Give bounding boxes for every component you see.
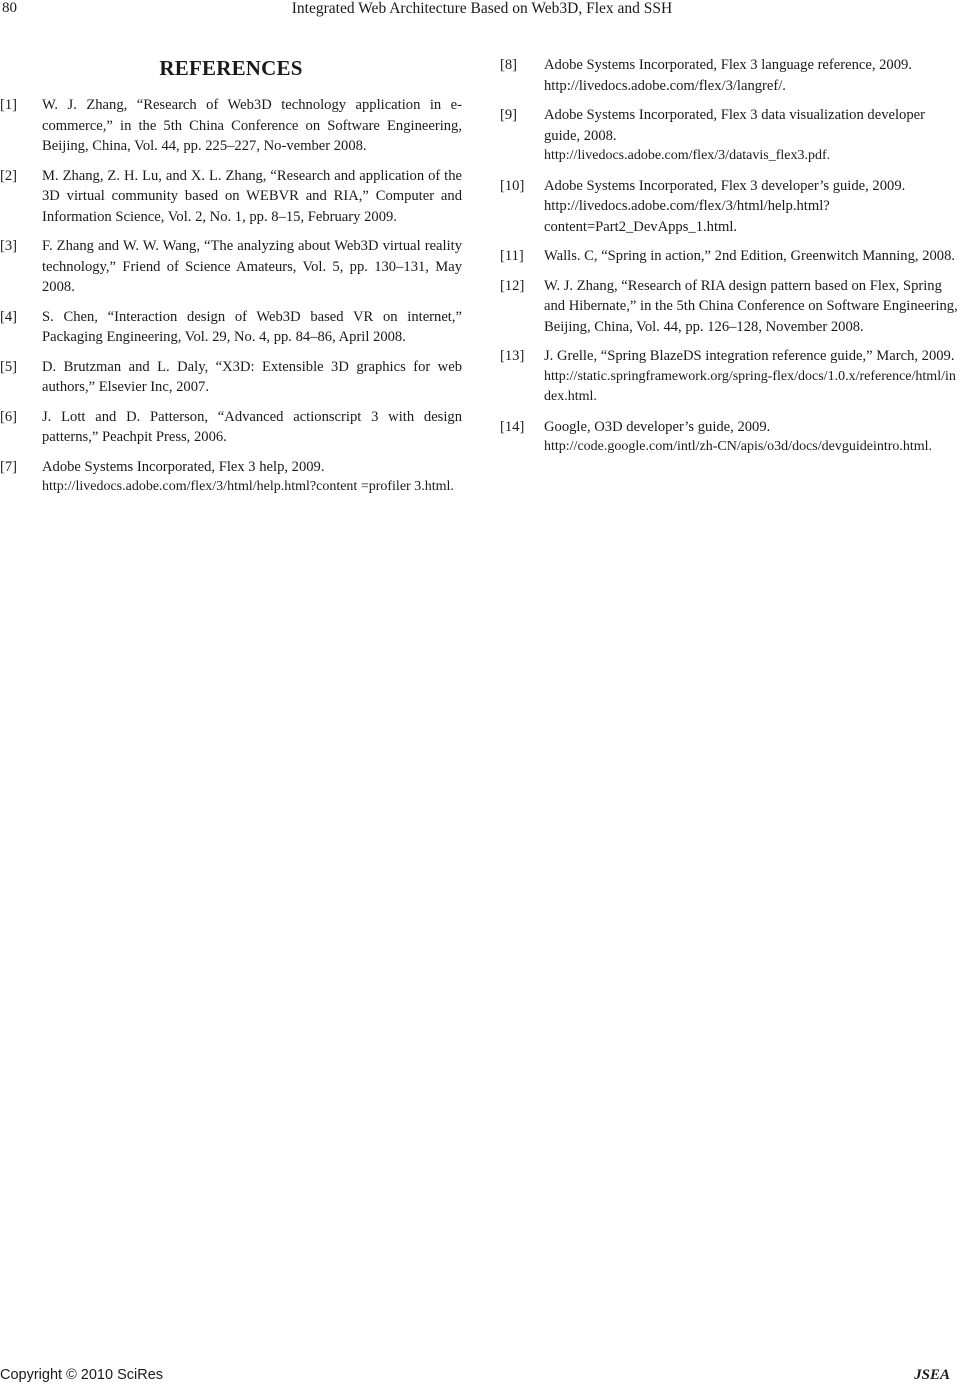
reference-13 bbox=[500, 346, 960, 408]
reference-number: [9] bbox=[500, 107, 518, 123]
reference-text: M. Zhang, Z. H. Lu, and X. L. Zhang, “Research and application of the 3D virtual community based on WEBVR and RIA,” Computer and Information Science, Vol. 2, No. 1, pp. 8–15, February 2009. bbox=[42, 167, 462, 225]
reference-text: W. J. Zhang, “Research of RIA design pattern based on Flex, Spring and Hibernate,” in the 5th China Conference on Software Engineering, Beijing, China, Vol. 44, pp. 126–128, November 2008. bbox=[544, 277, 958, 335]
reference-8 bbox=[500, 55, 960, 96]
page-number: 80 bbox=[2, 0, 17, 16]
reference-number: [12] bbox=[500, 277, 525, 294]
reference-14 bbox=[500, 417, 960, 458]
reference-url[interactable]: http://static.springframework.org/spring-flex/docs/1.0.x/reference/html/index.html. bbox=[544, 368, 956, 404]
reference-6 bbox=[0, 407, 462, 448]
reference-body: Adobe Systems Incorporated, Flex 3 data visualization developer guide, 2008. bbox=[544, 107, 925, 144]
reference-url[interactable]: http://code.google.com/intl/zh-CN/apis/o3d/docs/devguideintro.html. bbox=[544, 439, 933, 454]
reference-text bbox=[544, 417, 960, 458]
reference-number: [3] bbox=[0, 238, 18, 254]
reference-text: J. Lott and D. Patterson, “Advanced actionscript 3 with design patterns,” Peachpit Press, 2006. bbox=[42, 408, 462, 445]
reference-number: [8] bbox=[500, 57, 518, 73]
reference-3 bbox=[0, 236, 462, 298]
reference-number: [13] bbox=[500, 348, 525, 364]
reference-text bbox=[544, 105, 960, 167]
reference-11 bbox=[500, 246, 960, 267]
reference-number: [6] bbox=[0, 408, 18, 425]
copyright-notice: Copyright © 2010 SciRes bbox=[0, 1367, 164, 1383]
reference-number: [7] bbox=[0, 458, 18, 475]
reference-body: Adobe Systems Incorporated, Flex 3 help, 2009. bbox=[42, 458, 325, 475]
reference-text: F. Zhang and W. W. Wang, “The analyzing about Web3D virtual reality technology,” Friend of Science Amateurs, Vol. 5, pp. 130–131, May 2008. bbox=[42, 238, 462, 295]
reference-text: W. J. Zhang, “Research of Web3D technology application in e-commerce,” in the 5th China Conference on Software Engineering, Beijing, China, Vol. 44, pp. 225–227, No-vember 2008. bbox=[42, 97, 462, 154]
reference-number: [1] bbox=[0, 97, 18, 113]
right-column bbox=[500, 55, 960, 467]
reference-9 bbox=[500, 105, 960, 167]
reference-1 bbox=[0, 95, 462, 157]
reference-12 bbox=[500, 276, 960, 338]
reference-number: [11] bbox=[500, 248, 524, 264]
reference-4 bbox=[0, 307, 462, 348]
reference-body: J. Grelle, “Spring BlazeDS integration reference guide,” March, 2009. bbox=[544, 348, 955, 364]
reference-url[interactable]: http://livedocs.adobe.com/flex/3/datavis_flex3.pdf. bbox=[544, 148, 831, 163]
left-column bbox=[0, 56, 462, 507]
reference-number: [14] bbox=[500, 418, 525, 435]
reference-text: S. Chen, “Interaction design of Web3D based VR on internet,” Packaging Engineering, Vol. 29, No. 4, pp. 84–86, April 2008. bbox=[42, 308, 462, 345]
reference-10 bbox=[500, 176, 960, 238]
reference-url[interactable]: http://livedocs.adobe.com/flex/3/html/help.html?content =profiler 3.html. bbox=[42, 479, 454, 494]
reference-number: [5] bbox=[0, 358, 18, 375]
reference-2 bbox=[0, 166, 462, 228]
references-heading: REFERENCES bbox=[159, 56, 303, 80]
reference-text: D. Brutzman and L. Daly, “X3D: Extensible 3D graphics for web authors,” Elsevier Inc, 2007. bbox=[42, 358, 462, 395]
reference-text: Adobe Systems Incorporated, Flex 3 developer’s guide, 2009. http://livedocs.adobe.com/flex/3/html/help.html?content=Part2_DevApps_1.html. bbox=[544, 177, 906, 235]
journal-abbreviation: JSEA bbox=[914, 1367, 950, 1383]
reference-number: [10] bbox=[500, 177, 525, 194]
reference-text: Adobe Systems Incorporated, Flex 3 language reference, 2009. http://livedocs.adobe.com/flex/3/langref/. bbox=[544, 57, 912, 94]
reference-body: Google, O3D developer’s guide, 2009. bbox=[544, 418, 771, 435]
reference-text bbox=[544, 346, 960, 408]
reference-number: [4] bbox=[0, 308, 18, 325]
running-title: Integrated Web Architecture Based on Web3D, Flex and SSH bbox=[291, 0, 673, 17]
reference-text bbox=[42, 457, 462, 498]
reference-number: [2] bbox=[0, 167, 18, 184]
reference-text: Walls. C, “Spring in action,” 2nd Edition, Greenwitch Manning, 2008. bbox=[544, 248, 956, 264]
reference-7 bbox=[0, 457, 462, 498]
reference-5 bbox=[0, 357, 462, 398]
